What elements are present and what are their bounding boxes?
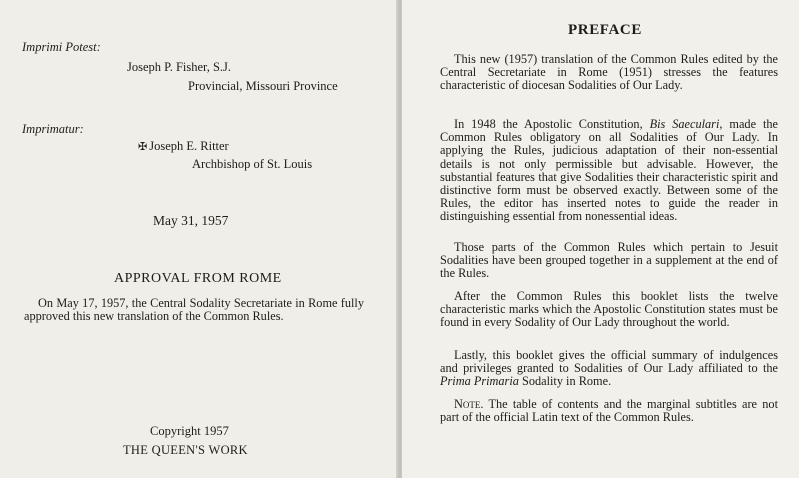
left-page <box>0 0 398 478</box>
imprimi-potest-label: Imprimi Potest: <box>22 40 101 54</box>
preface-paragraph: In 1948 the Apostolic Constitution, Bis Saeculari, made the Common Rules obligatory on all Sodalities of Our Lady. In applying the Rules, judicious adaptation of their non-essential details is not only permissible but advisable. However, the substantial features that give Sodalities their characteristic spirit and distinctive form must be observed exactly. Between some of the Rules, the editor has inserted notes to guide the reader in distinguishing essential from nonessential ideas. <box>440 117 778 224</box>
archbishop-name: Joseph E. Ritter <box>149 139 229 153</box>
cross-icon: ✠ <box>138 141 148 153</box>
approval-heading: APPROVAL FROM ROME <box>114 271 282 286</box>
preface-paragraph: After the Common Rules this booklet lists the twelve characteristic marks which the Apostolic Constitution states must be found in every Sodality of Our Lady throughout the world. <box>440 289 778 330</box>
preface-title: PREFACE <box>568 22 642 38</box>
provincial-title: Provincial, Missouri Province <box>188 79 338 93</box>
preface-paragraph: Lastly, this booklet gives the official summary of indulgences and privileges granted to Sodalities of Our Lady affiliated to the Prima Primaria Sodality in Rome. <box>440 348 778 389</box>
provincial-name: Joseph P. Fisher, S.J. <box>127 60 232 74</box>
imprimatur-label: Imprimatur: <box>22 122 84 136</box>
right-page <box>402 0 799 478</box>
publisher-name: THE QUEEN'S WORK <box>123 443 248 457</box>
archbishop-title: Archbishop of St. Louis <box>192 157 313 171</box>
approval-text: On May 17, 1957, the Central Sodality Secretariate in Rome fully approved this new translation of the Common Rules. <box>24 296 364 324</box>
approval-date: May 31, 1957 <box>153 213 229 228</box>
preface-paragraph: Note. The table of contents and the marginal subtitles are not part of the official Latin text of the Common Rules. <box>440 397 778 425</box>
preface-paragraph: Those parts of the Common Rules which pertain to Jesuit Sodalities have been grouped together in a supplement at the end of the Rules. <box>440 240 778 281</box>
preface-paragraph: This new (1957) translation of the Common Rules edited by the Central Secretariate in Rome (1951) stresses the features characteristic of diocesan Sodalities of Our Lady. <box>440 52 778 93</box>
archbishop-name-line <box>138 139 229 154</box>
copyright-line: Copyright 1957 <box>150 424 229 438</box>
